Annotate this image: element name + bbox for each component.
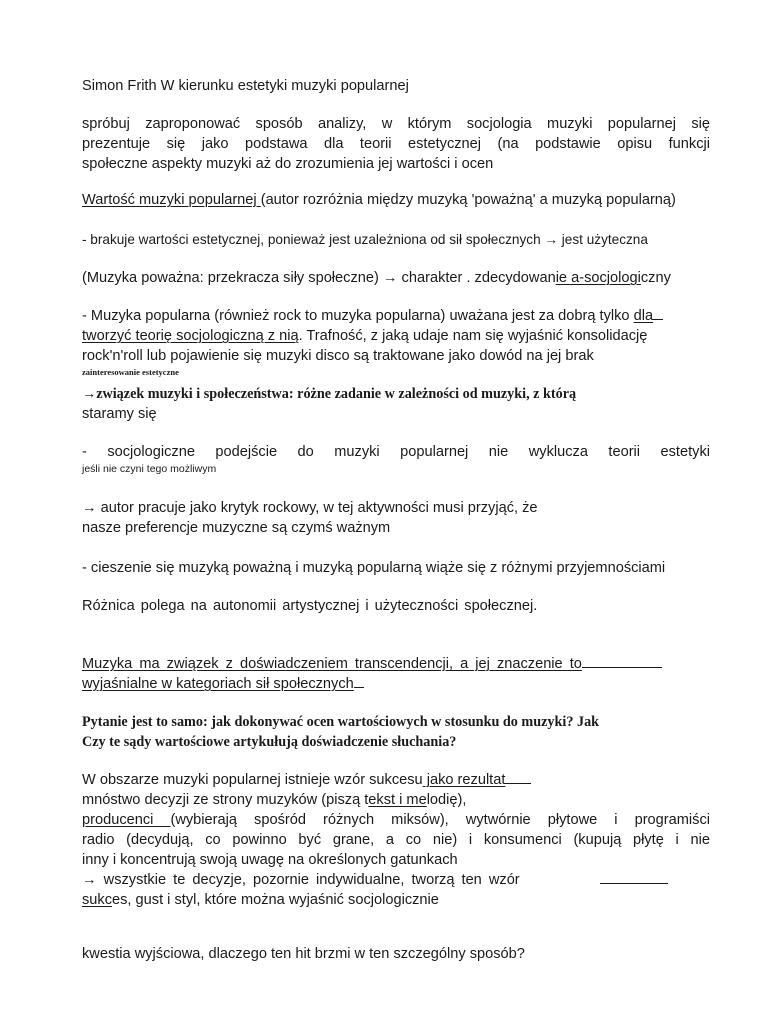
critic-paragraph xyxy=(82,498,710,538)
starting-question-line xyxy=(82,944,710,964)
popular-music-paragraph xyxy=(82,306,710,378)
bold-text-line: Czy te sądy wartościowe artykułują doświadczenie słuchania? xyxy=(82,734,457,750)
text-line: społeczne aspekty muzyki aż do zrozumienia jej wartości i ocen xyxy=(82,156,494,172)
underline-blank xyxy=(354,675,364,688)
title-text: Simon Frith W kierunku estetyki muzyki popularnej xyxy=(82,78,409,94)
text-run: (Muzyka poważna: przekracza siły społeczne) → charakter . zdecydowan xyxy=(82,270,556,286)
underlined-run: Muzyka ma związek z doświadczeniem transcendencji, a jej znaczenie to xyxy=(82,656,582,672)
text-run: . Trafność, z jaką udaje nam się wyjaśnić konsolidację xyxy=(298,328,648,344)
text-line: rock'n'roll lub pojawienie się muzyki disco są traktowane jako dowód na jej brak xyxy=(82,348,594,364)
text-run: W obszarze muzyki popularnej istnieje wzór sukcesu xyxy=(82,772,423,788)
text-line: prezentuje się jako podstawa dla teorii estetycznej (na podstawie opisu funkcji xyxy=(82,136,710,152)
underlined-run: dla xyxy=(633,308,654,324)
text-line: kwestia wyjściowa, dlaczego ten hit brzmi w ten szczególny sposób? xyxy=(82,946,525,962)
text-line: → autor pracuje jako krytyk rockowy, w tej aktywności musi przyjąć, że xyxy=(82,500,538,516)
underline-blank xyxy=(582,655,662,668)
underline-blank xyxy=(653,307,663,320)
text-line: - cieszenie się muzyką poważną i muzyką popularną wiąże się z różnymi przyjemnościami xyxy=(82,560,666,576)
small-note: zainteresowanie estetyczne xyxy=(82,367,179,377)
text-line: radio (decydują, co powinno być grane, a co nie) i konsumenci (kupują płytę i nie xyxy=(82,832,710,848)
text-run: es, gust i styl, które można wyjaśnić socjologicznie xyxy=(112,892,439,908)
enjoyment-line xyxy=(82,558,710,578)
underlined-run: ekst i me xyxy=(368,792,427,808)
document-title xyxy=(82,76,710,96)
small-note: jeśli nie czyni tego możliwym xyxy=(82,463,217,475)
value-heading-paragraph xyxy=(82,190,710,210)
underlined-heading: Wartość muzyki popularnej xyxy=(82,192,261,208)
underlined-run: producenci xyxy=(82,812,171,828)
text-run: lodię), xyxy=(426,792,467,808)
bold-text-line: Pytanie jest to samo: jak dokonywać ocen wartościowych w stosunku do muzyki? Jak xyxy=(82,714,600,730)
bold-text-line: →związek muzyki i społeczeństwa: różne zadanie w zależności od muzyki, z którą xyxy=(82,386,577,402)
underlined-run: tworzyć teorię socjologiczną z nią xyxy=(82,328,299,344)
question-paragraph xyxy=(82,712,710,752)
text-run: (autor rozróżnia między muzyką 'poważną' a muzyką popularną) xyxy=(260,192,676,208)
text-run: → wszystkie te decyzje, pozornie indywidualne, tworzą ten wzór xyxy=(82,872,520,888)
text-run: czny xyxy=(640,270,671,286)
underlined-run: ie a-socjologi xyxy=(555,270,641,286)
underlined-run: wyjaśnialne w kategoriach sił społecznych xyxy=(82,676,354,692)
transcendence-paragraph xyxy=(82,654,710,694)
underlined-run: jako rezultat xyxy=(422,772,506,788)
underline-blank xyxy=(505,771,531,784)
lacks-aesthetic-value-line xyxy=(82,230,710,250)
difference-line xyxy=(82,596,710,616)
text-run: mnóstwo decyzji ze strony muzyków (piszą t xyxy=(82,792,369,808)
sociological-approach-paragraph xyxy=(82,442,710,476)
text-line: nasze preferencje muzyczne są czymś ważnym xyxy=(82,520,391,536)
text-line: - socjologiczne podejście do muzyki popularnej nie wyklucza teorii estetyki xyxy=(82,444,710,460)
underlined-run: sukc xyxy=(82,892,113,908)
text-line: Różnica polega na autonomii artystycznej i użyteczności społecznej. xyxy=(82,598,538,614)
text-line: staramy się xyxy=(82,406,157,422)
text-line: inny i koncentrują swoją uwagę na określonych gatunkach xyxy=(82,852,458,868)
relation-paragraph xyxy=(82,384,710,424)
text-line: spróbuj zaproponować sposób analizy, w którym socjologia muzyki popularnej się xyxy=(82,116,710,132)
text-line: - brakuje wartości estetycznej, ponieważ jest uzależniona od sił społecznych → jest użyteczna xyxy=(82,232,648,247)
underline-blank xyxy=(600,871,668,884)
success-pattern-paragraph xyxy=(82,770,710,910)
serious-music-paragraph xyxy=(82,268,710,288)
text-run: (wybierają spośród różnych miksów), wytwórnie płytowe i programiści xyxy=(170,812,711,828)
intro-paragraph xyxy=(82,114,710,174)
text-run: - Muzyka popularna (również rock to muzyka popularna) uważana jest za dobrą tylko xyxy=(82,308,634,324)
